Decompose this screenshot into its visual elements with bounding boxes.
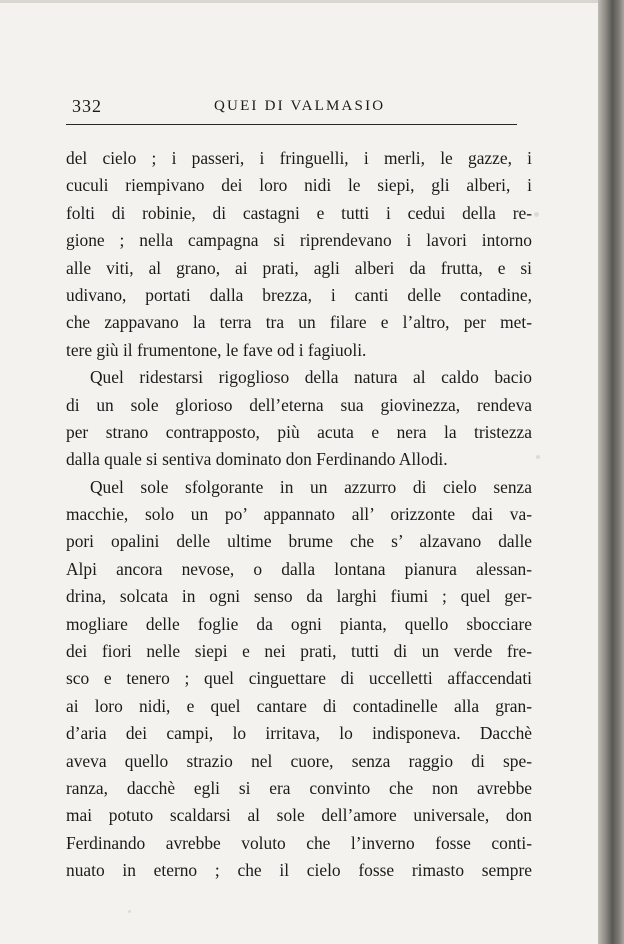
page-number: 332 <box>72 96 102 116</box>
text-line: dalla quale si sentiva dominato don Ferdinando Allodi. <box>66 449 448 470</box>
text-line: ai loro nidi, e quel cantare di contadinelle alla gran- <box>66 695 532 716</box>
text-line: mai potuto scaldarsi al sole dell’amore universale, don <box>66 805 532 826</box>
text-line: cuculi riempivano dei loro nidi le siepi, gli alberi, i <box>66 175 532 196</box>
text-line: tere giù il frumentone, le fave od i fagiuoli. <box>66 339 367 360</box>
page-header <box>68 96 516 120</box>
text-line: Ferdinando avrebbe voluto che l’inverno fosse conti- <box>66 832 532 853</box>
text-line: mogliare delle foglie da ogni pianta, quello sbocciare <box>66 613 532 634</box>
text-line: nuato in eterno ; che il cielo fosse rimasto sempre <box>66 860 532 881</box>
text-line: di un sole glorioso dell’eterna sua giovinezza, rendeva <box>66 394 532 415</box>
running-head: QUEI DI VALMASIO <box>214 98 386 114</box>
paragraph-first-line: Quel ridestarsi rigoglioso della natura al caldo bacio <box>90 367 532 388</box>
text-line: sco e tenero ; quel cinguettare di uccelletti affaccendati <box>66 668 532 689</box>
text-line: macchie, solo un po’ appannato all’ orizzonte dai va- <box>66 504 532 525</box>
text-line: ranza, dacchè egli si era convinto che non avrebbe <box>66 777 532 798</box>
page-top-edge <box>0 0 598 3</box>
paragraph-first-line: Quel sole sfolgorante in un azzurro di cielo senza <box>90 476 532 497</box>
text-line: d’aria dei campi, lo irritava, lo indisponeva. Dacchè <box>66 723 532 744</box>
text-line: del cielo ; i passeri, i fringuelli, i merli, le gazze, i <box>66 148 532 168</box>
text-line: gione ; nella campagna si riprendevano i lavori intorno <box>66 230 532 251</box>
text-line: drina, solcata in ogni senso da larghi fiumi ; quel ger- <box>66 586 532 607</box>
book-spine-shadow <box>598 0 624 944</box>
text-line: pori opalini delle ultime brume che s’ alzavano dalle <box>66 531 532 552</box>
paper-speck <box>536 455 540 459</box>
header-rule <box>66 124 517 125</box>
text-line: alle viti, al grano, ai prati, agli alberi da frutta, e si <box>66 257 532 278</box>
text-line: dei fiori nelle siepi e nei prati, tutti di un verde fre- <box>66 641 532 662</box>
paper-speck <box>128 910 131 913</box>
text-line: Alpi ancora nevose, o dalla lontana pianura alessan- <box>66 558 532 579</box>
text-line: udivano, portati dalla brezza, i canti delle contadine, <box>66 284 532 305</box>
body-text <box>66 145 532 885</box>
text-line: che zappavano la terra tra un filare e l’altro, per met- <box>66 312 532 333</box>
text-line: folti di robinie, di castagni e tutti i cedui della re- <box>66 202 532 223</box>
text-line: aveva quello strazio nel cuore, senza raggio di spe- <box>66 750 532 771</box>
text-line: per strano contrapposto, più acuta e nera la tristezza <box>66 421 532 442</box>
paper-speck <box>534 212 539 217</box>
